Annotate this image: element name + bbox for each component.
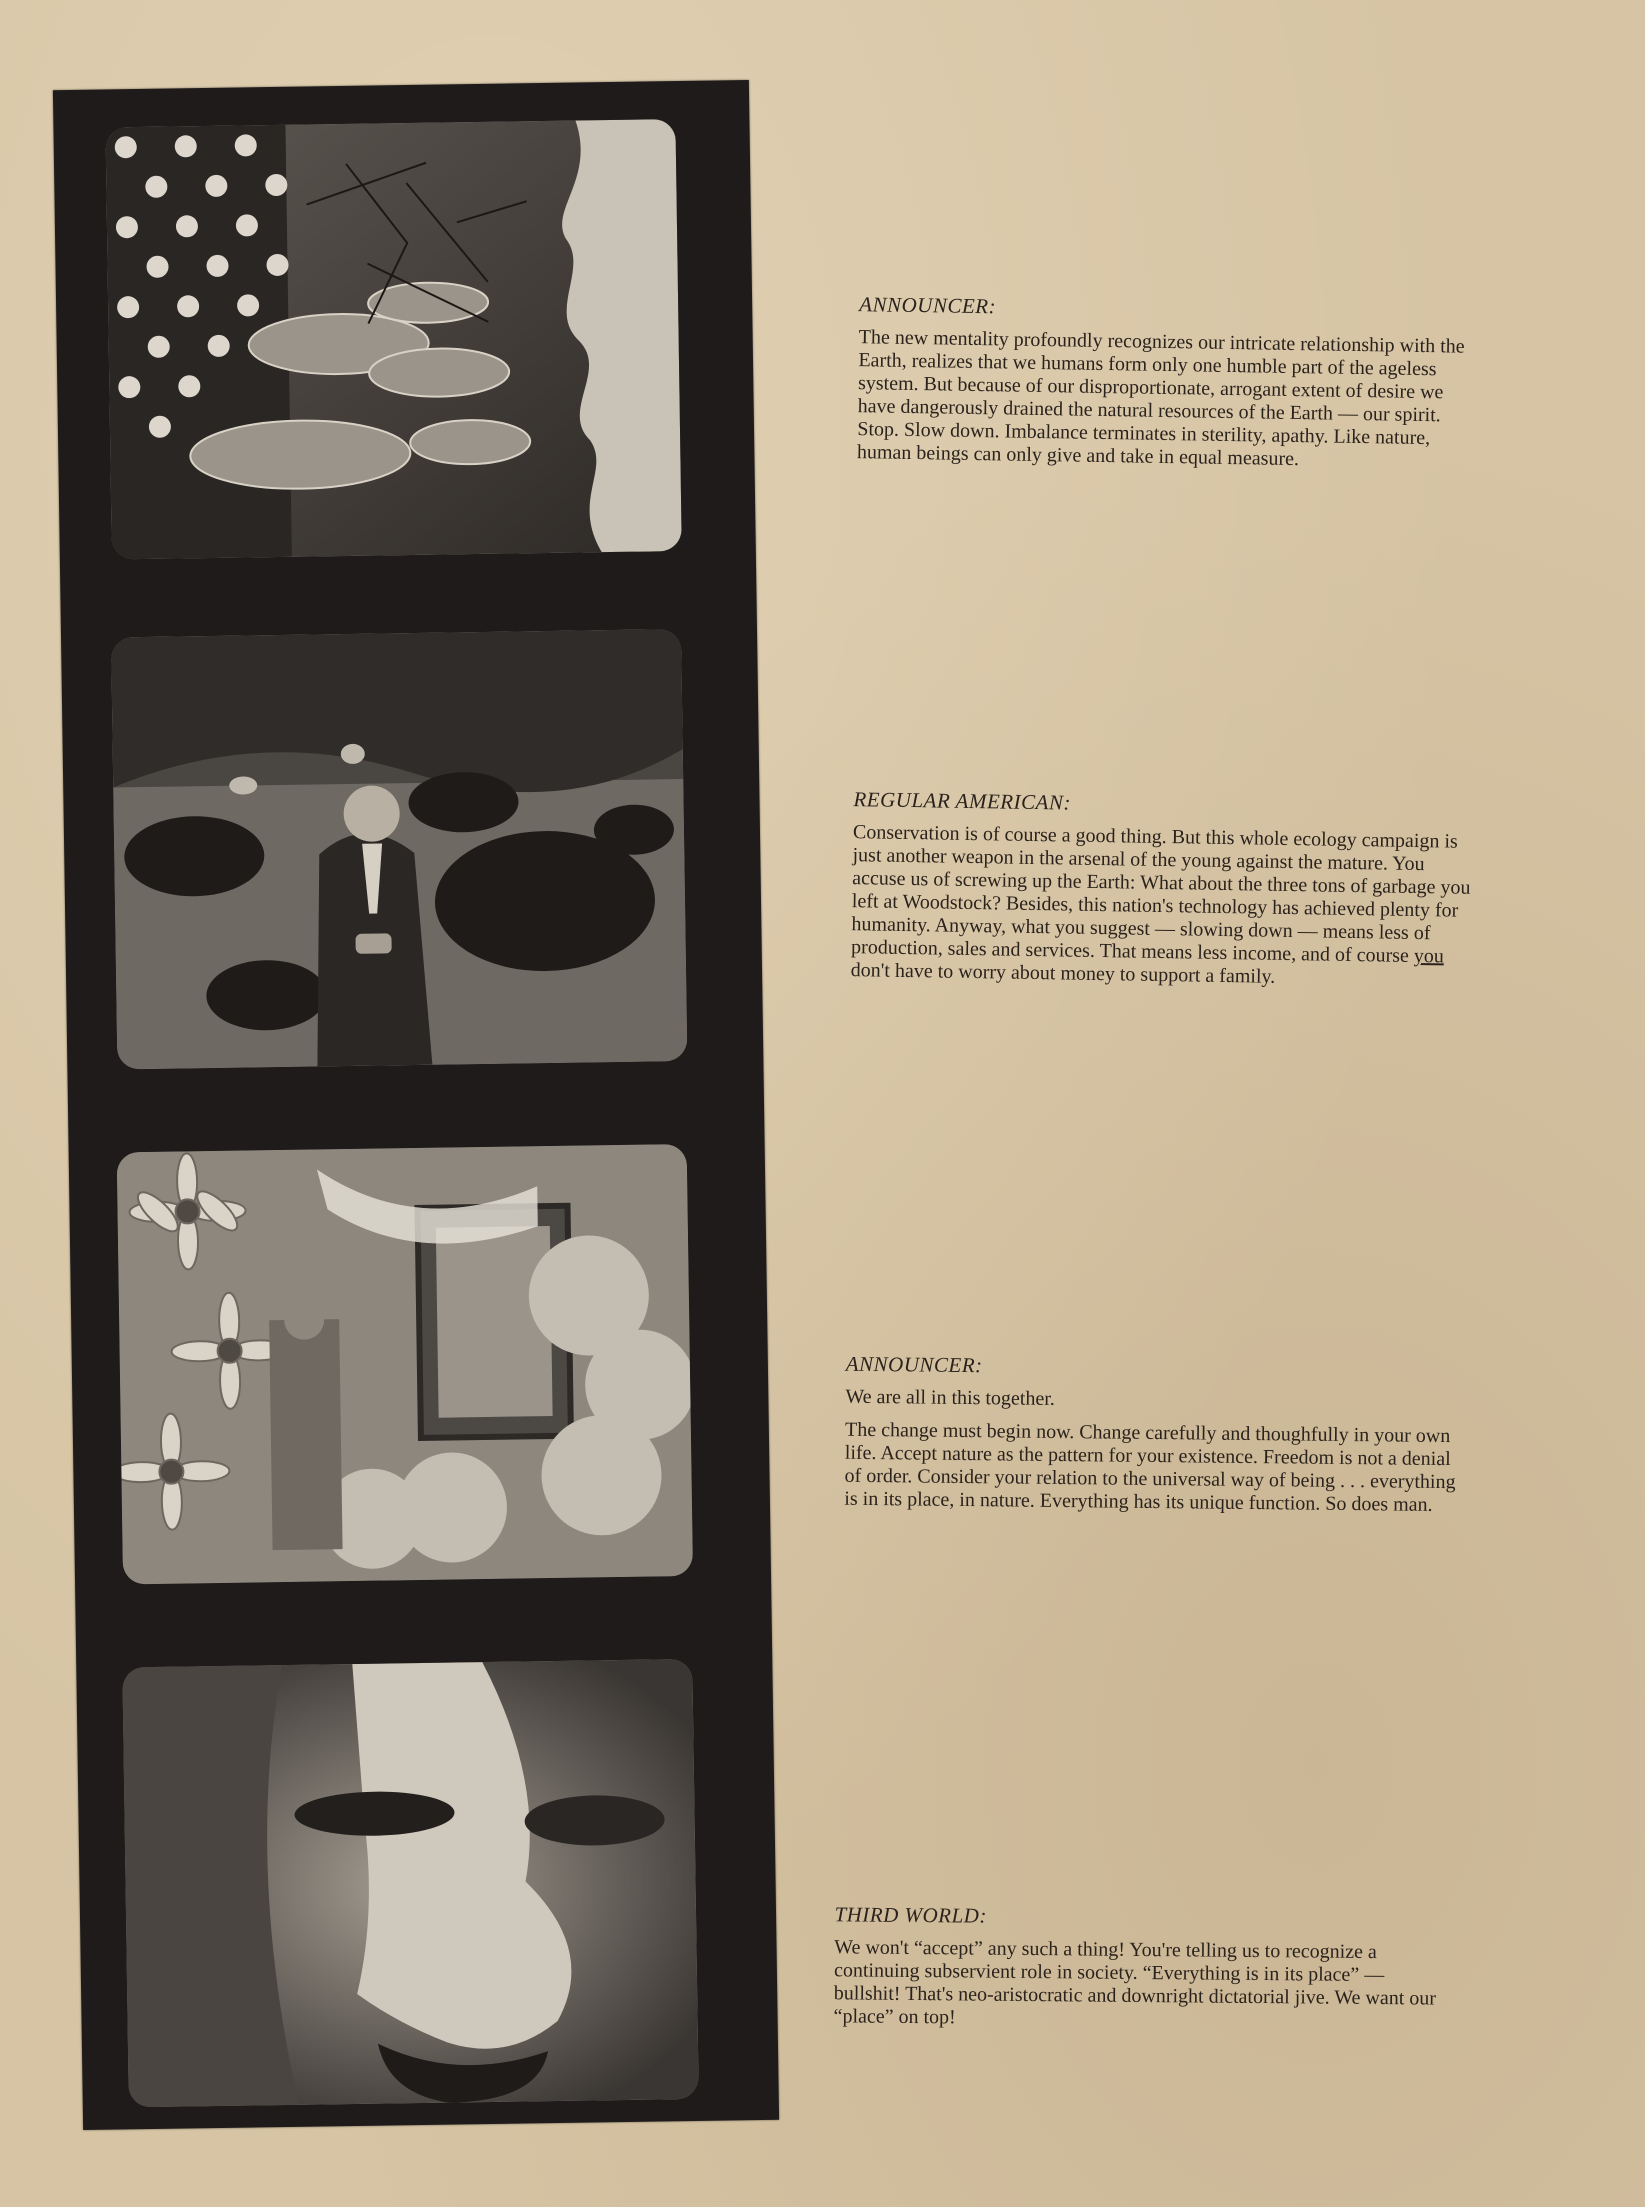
film-frame-1 xyxy=(105,119,681,559)
dialogue-text-before: Conservation is of course a good thing. But this whole ecology campaign is just another weapon in the arsenal of the young against the mature. You accuse us of screwing up the Earth: What about the three tons of garbage you left at Woodstock? Besides, this nation's technology has achieved plenty for humanity. Anyway, what you suggest — slowing down — means less of production, sales and services. That means less income, and of course xyxy=(850,821,1471,967)
speaker-label: THIRD WORLD: xyxy=(834,1902,988,1928)
dialogue-paragraph: The change must begin now. Change carefully and thoughfully in your own life. Accept nature as the pattern for your existence. Freedom is not a denial of order. Consider your relation to the universal way of being . . . everything is in its place, in nature. Everything has its unique function. So does man. xyxy=(844,1418,1456,1516)
dialogue-text-after: don't have to worry about money to support a family. xyxy=(850,959,1276,988)
film-frame-3 xyxy=(117,1144,693,1584)
dialogue-block-third-world xyxy=(833,1903,1454,2043)
speaker-label: ANNOUNCER: xyxy=(859,292,997,319)
dialogue-block-regular-american xyxy=(850,788,1473,1002)
dialogue-paragraph: The new mentality profoundly recognizes our intricate relationship with the Earth, realizes that we humans form only one humble part of the ageless system. But because of our disproportionate, arrogant extent of desire we have dangerously drained the natural resources of the Earth — our spirit. Stop. Slow down. Imbalance terminates in sterility, apathy. Like nature, human beings can only give and take in equal measure. xyxy=(856,326,1465,471)
dialogue-paragraph xyxy=(851,821,1473,992)
dialogue-block-announcer-2 xyxy=(844,1353,1466,1527)
film-frame-4 xyxy=(122,1659,698,2107)
film-frame-2 xyxy=(111,629,687,1069)
dialogue-paragraph: We won't “accept” any such a thing! You're telling us to recognize a continuing subservient role in society. “Everything is in its place” — bullshit! That's neo-aristocratic and downright dictatorial jive. We want our “place” on top! xyxy=(833,1936,1437,2029)
dialogue-paragraph: We are all in this together. xyxy=(845,1385,1055,1410)
collage-image-3 xyxy=(117,1144,693,1584)
collage-image-2 xyxy=(111,629,687,1069)
speaker-label: REGULAR AMERICAN: xyxy=(853,787,1072,815)
dialogue-block-announcer-1 xyxy=(857,293,1480,484)
collage-image-4 xyxy=(122,1659,698,2107)
collage-image-1 xyxy=(105,119,681,559)
film-strip xyxy=(53,80,779,2130)
speaker-label: ANNOUNCER: xyxy=(845,1351,983,1378)
underlined-word: you xyxy=(1413,944,1445,968)
